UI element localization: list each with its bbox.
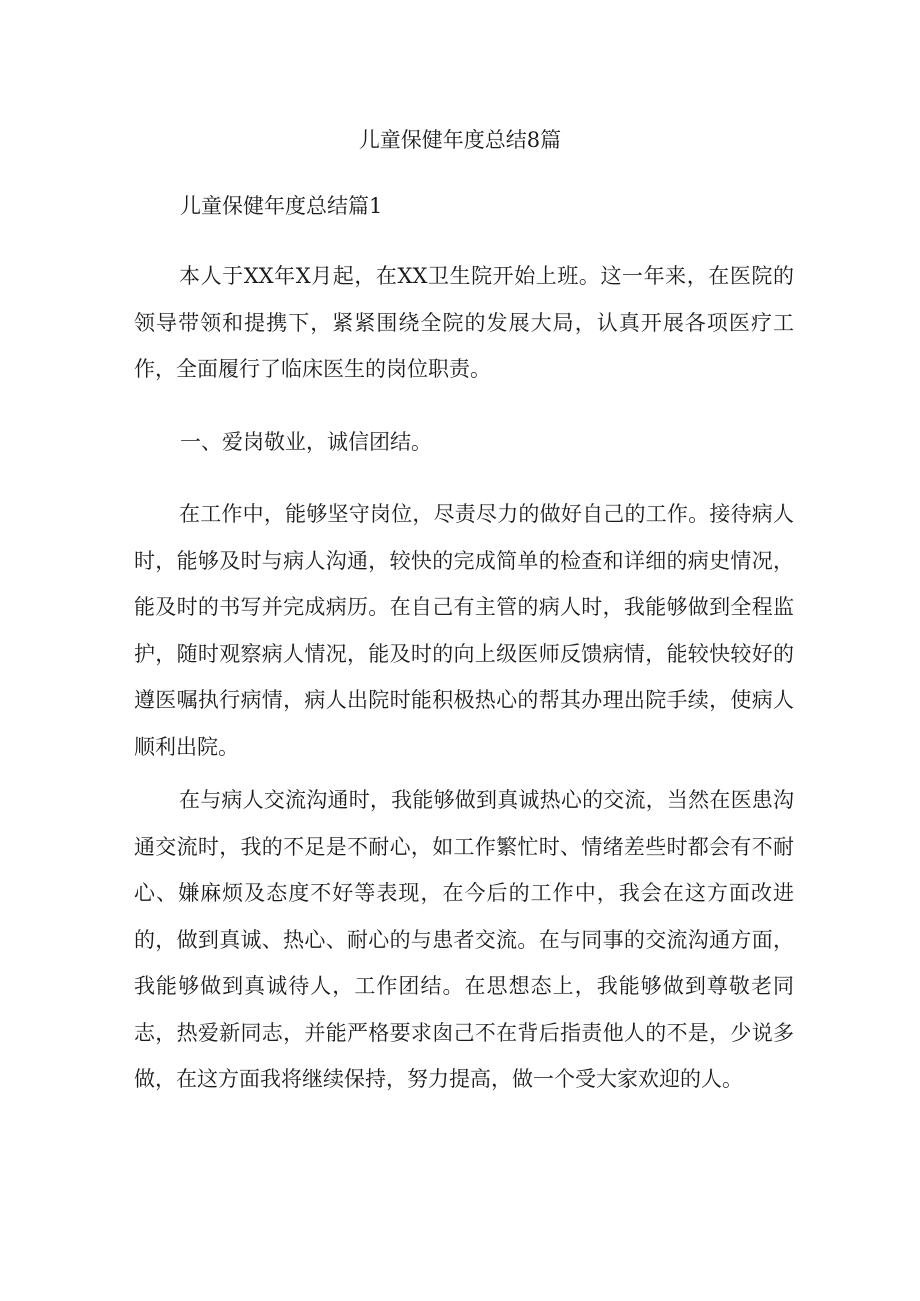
document-title: 儿童保健年度总结8篇 <box>358 128 562 152</box>
paragraph-work: 在工作中，能够坚守岗位，尽责尽力的做好自己的工作。接待病人时，能够及时与病人沟通，较快的完成简单的检查和详细的病史情况，能及时的书写并完成病历。在自己有主管的病人时，我能够做到全程监护，随时观察病人情况，能及时的向上级医师反馈病情，能较快较好的遵医嘱执行病情，病人出院时能积极热心的帮其办理出院手续，使病人顺利出院。 <box>134 502 794 759</box>
paragraph-intro: 本人于XX年X月起，在XX卫生院开始上班。这一年来，在医院的领导带领和提携下，紧紧围绕全院的发展大局，认真开展各项医疗工作，全面履行了临床医生的岗位职责。 <box>134 264 794 381</box>
section-title: 儿童保健年度总结篇1 <box>180 194 383 218</box>
subheading-one: 一、爱岗敬业，诚信团结。 <box>180 430 432 454</box>
paragraph-communication: 在与病人交流沟通时，我能够做到真诚热心的交流，当然在医患沟通交流时，我的不足是不耐心，如工作繁忙时、情绪差些时都会有不耐心、嫌麻烦及态度不好等表现，在今后的工作中，我会在这方面改进的，做到真诚、热心、耐心的与患者交流。在与同事的交流沟通方面，我能够做到真诚待人，工作团结。在思想态上，我能够做到尊敬老同志，热爱新同志，并能严格要求囱己不在背后指责他人的不是，少说多做，在这方面我将继续保持，努力提高，做一个受大家欢迎的人。 <box>134 788 794 1091</box>
